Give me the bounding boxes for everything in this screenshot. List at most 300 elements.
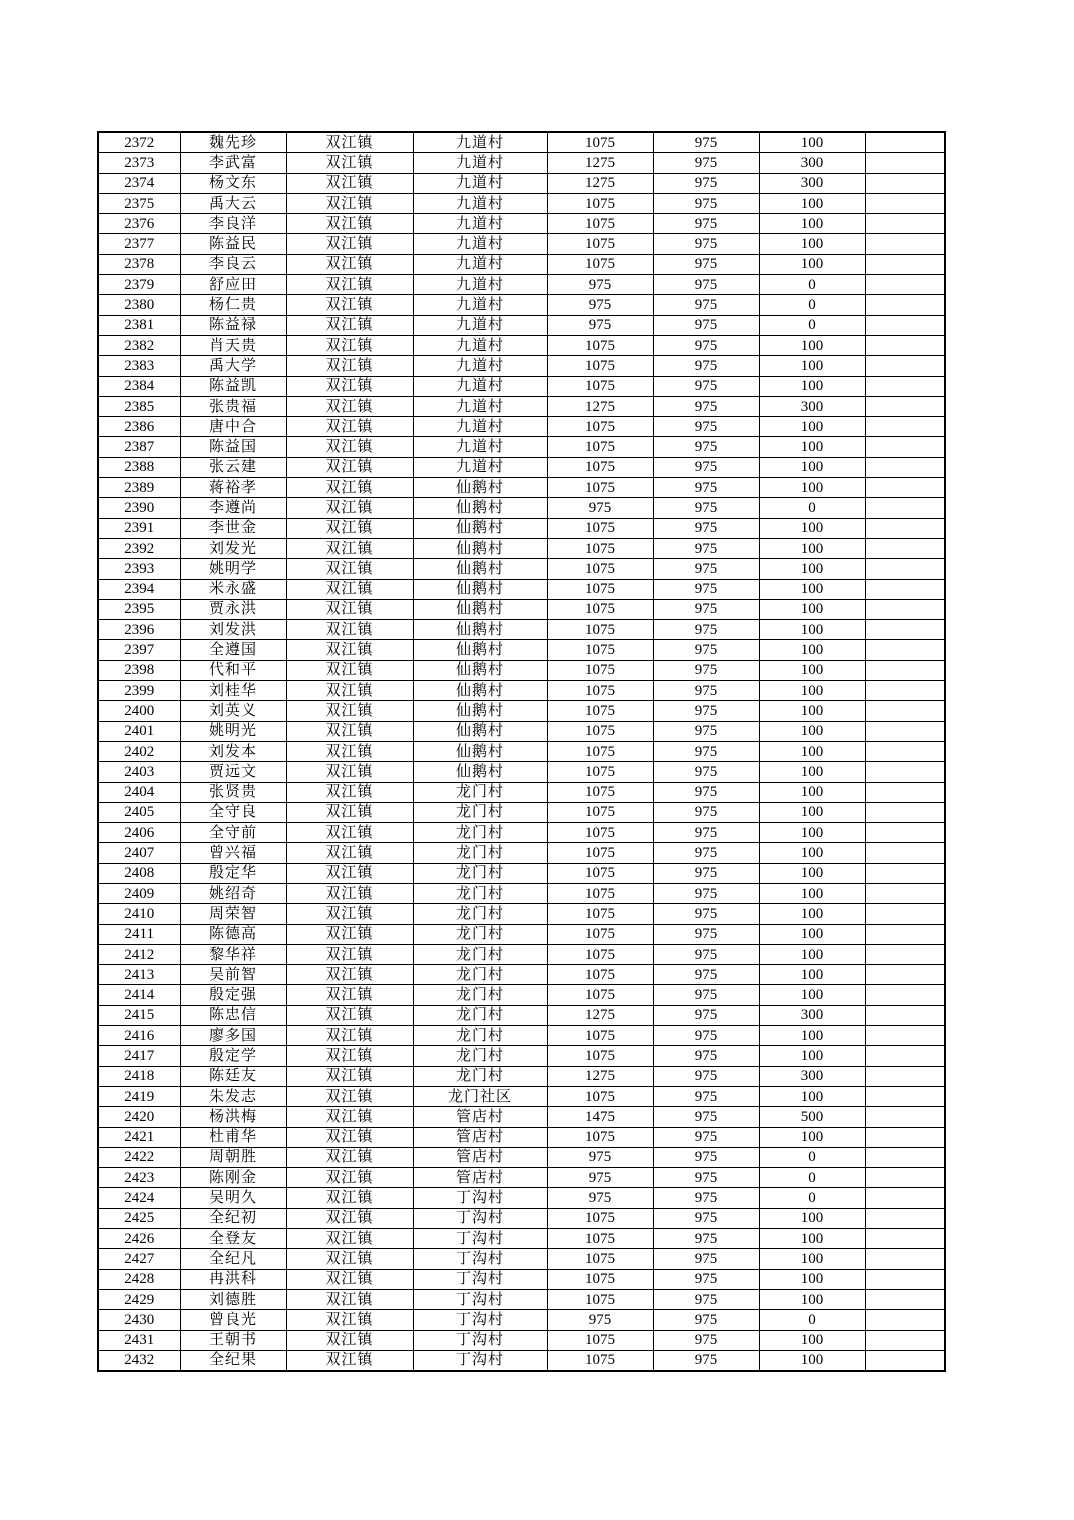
cell-village: 丁沟村 [413,1330,547,1350]
cell-amount-base: 975 [653,254,759,274]
cell-amount-total: 1275 [547,173,653,193]
table-row [98,1066,945,1086]
cell-amount-total: 1075 [547,944,653,964]
cell-note [865,1330,945,1350]
cell-amount-total: 1075 [547,1350,653,1371]
table-row [98,1147,945,1167]
cell-amount-diff: 100 [759,599,865,619]
cell-amount-diff: 100 [759,132,865,153]
cell-name: 杨文东 [180,173,286,193]
table-row [98,498,945,518]
table-row [98,944,945,964]
table-row [98,620,945,640]
cell-village: 丁沟村 [413,1208,547,1228]
table-row [98,254,945,274]
table-row [98,559,945,579]
cell-amount-base: 975 [653,335,759,355]
table-row [98,1026,945,1046]
cell-amount-total: 1275 [547,1005,653,1025]
cell-amount-base: 975 [653,498,759,518]
cell-index: 2387 [98,437,180,457]
table-row [98,1188,945,1208]
cell-village: 仙鹅村 [413,701,547,721]
cell-amount-base: 975 [653,1107,759,1127]
table-row [98,965,945,985]
cell-amount-diff: 100 [759,518,865,538]
cell-amount-base: 975 [653,315,759,335]
cell-amount-base: 975 [653,985,759,1005]
cell-amount-base: 975 [653,620,759,640]
cell-name: 张云建 [180,457,286,477]
cell-amount-base: 975 [653,660,759,680]
cell-village: 龙门村 [413,1046,547,1066]
table-row [98,376,945,396]
cell-amount-total: 1075 [547,782,653,802]
cell-amount-base: 975 [653,1147,759,1167]
cell-name: 李良云 [180,254,286,274]
cell-village: 九道村 [413,173,547,193]
cell-index: 2386 [98,417,180,437]
table-row [98,538,945,558]
cell-amount-diff: 100 [759,1086,865,1106]
cell-amount-diff: 100 [759,640,865,660]
cell-village: 九道村 [413,396,547,416]
cell-town: 双江镇 [286,132,413,153]
cell-amount-total: 1075 [547,620,653,640]
cell-village: 龙门村 [413,944,547,964]
cell-village: 仙鹅村 [413,599,547,619]
cell-town: 双江镇 [286,1229,413,1249]
cell-amount-total: 1075 [547,721,653,741]
cell-note [865,924,945,944]
cell-amount-diff: 100 [759,538,865,558]
cell-amount-diff: 100 [759,681,865,701]
cell-name: 贾永洪 [180,599,286,619]
cell-name: 陈益国 [180,437,286,457]
cell-village: 九道村 [413,376,547,396]
cell-index: 2389 [98,478,180,498]
cell-town: 双江镇 [286,802,413,822]
table-row [98,132,945,153]
cell-town: 双江镇 [286,965,413,985]
cell-note [865,883,945,903]
cell-name: 吴前智 [180,965,286,985]
cell-amount-total: 1075 [547,1289,653,1309]
cell-name: 陈益凯 [180,376,286,396]
cell-amount-total: 1075 [547,193,653,213]
cell-town: 双江镇 [286,904,413,924]
cell-amount-diff: 100 [759,782,865,802]
cell-town: 双江镇 [286,924,413,944]
table-row [98,295,945,315]
cell-note [865,904,945,924]
cell-index: 2419 [98,1086,180,1106]
cell-town: 双江镇 [286,234,413,254]
cell-index: 2420 [98,1107,180,1127]
cell-note [865,741,945,761]
cell-name: 陈廷友 [180,1066,286,1086]
cell-amount-diff: 0 [759,295,865,315]
cell-name: 贾远文 [180,762,286,782]
cell-town: 双江镇 [286,518,413,538]
cell-amount-diff: 100 [759,985,865,1005]
cell-note [865,1107,945,1127]
cell-amount-base: 975 [653,802,759,822]
cell-amount-total: 1075 [547,1127,653,1147]
cell-amount-total: 1475 [547,1107,653,1127]
table-row [98,1086,945,1106]
cell-index: 2388 [98,457,180,477]
cell-amount-base: 975 [653,559,759,579]
cell-amount-total: 1075 [547,518,653,538]
table-row [98,1269,945,1289]
cell-name: 陈德高 [180,924,286,944]
cell-amount-diff: 100 [759,1229,865,1249]
cell-name: 全守良 [180,802,286,822]
cell-amount-diff: 100 [759,660,865,680]
cell-index: 2401 [98,721,180,741]
cell-amount-base: 975 [653,741,759,761]
cell-town: 双江镇 [286,498,413,518]
cell-note [865,620,945,640]
cell-index: 2392 [98,538,180,558]
cell-index: 2408 [98,863,180,883]
cell-amount-total: 1075 [547,214,653,234]
cell-amount-base: 975 [653,193,759,213]
cell-village: 九道村 [413,132,547,153]
cell-note [865,1310,945,1330]
cell-name: 全登友 [180,1229,286,1249]
cell-name: 张贤贵 [180,782,286,802]
table-row [98,437,945,457]
cell-town: 双江镇 [286,1310,413,1330]
cell-amount-base: 975 [653,173,759,193]
cell-note [865,640,945,660]
cell-amount-total: 975 [547,1188,653,1208]
cell-note [865,173,945,193]
cell-note [865,1269,945,1289]
cell-amount-base: 975 [653,1086,759,1106]
cell-note [865,153,945,173]
cell-amount-base: 975 [653,863,759,883]
cell-amount-total: 1075 [547,1269,653,1289]
cell-village: 龙门村 [413,1026,547,1046]
cell-village: 丁沟村 [413,1229,547,1249]
cell-amount-diff: 100 [759,701,865,721]
cell-note [865,1086,945,1106]
cell-amount-total: 1075 [547,762,653,782]
cell-note [865,1147,945,1167]
cell-town: 双江镇 [286,944,413,964]
cell-amount-diff: 100 [759,376,865,396]
cell-index: 2405 [98,802,180,822]
cell-amount-total: 1075 [547,234,653,254]
cell-amount-base: 975 [653,1249,759,1269]
cell-town: 双江镇 [286,437,413,457]
cell-village: 仙鹅村 [413,620,547,640]
cell-amount-total: 1075 [547,1229,653,1249]
cell-index: 2428 [98,1269,180,1289]
cell-note [865,660,945,680]
cell-amount-total: 1075 [547,1026,653,1046]
cell-village: 龙门社区 [413,1086,547,1106]
cell-village: 仙鹅村 [413,762,547,782]
cell-amount-base: 975 [653,538,759,558]
cell-amount-base: 975 [653,599,759,619]
table-row [98,193,945,213]
cell-index: 2375 [98,193,180,213]
cell-amount-base: 975 [653,376,759,396]
cell-index: 2376 [98,214,180,234]
cell-note [865,1188,945,1208]
cell-amount-total: 1075 [547,640,653,660]
cell-amount-base: 975 [653,762,759,782]
cell-village: 仙鹅村 [413,579,547,599]
table-row [98,173,945,193]
cell-amount-diff: 100 [759,193,865,213]
table-row [98,1005,945,1025]
cell-village: 龙门村 [413,904,547,924]
table-row [98,1289,945,1309]
cell-note [865,802,945,822]
cell-village: 龙门村 [413,823,547,843]
cell-village: 仙鹅村 [413,640,547,660]
cell-name: 吴明久 [180,1188,286,1208]
cell-amount-diff: 100 [759,924,865,944]
cell-town: 双江镇 [286,660,413,680]
cell-amount-base: 975 [653,1046,759,1066]
cell-amount-diff: 100 [759,721,865,741]
cell-amount-base: 975 [653,681,759,701]
cell-note [865,701,945,721]
table-row [98,518,945,538]
cell-town: 双江镇 [286,1086,413,1106]
cell-town: 双江镇 [286,1330,413,1350]
cell-town: 双江镇 [286,640,413,660]
cell-amount-base: 975 [653,132,759,153]
table-row [98,1330,945,1350]
cell-town: 双江镇 [286,478,413,498]
cell-village: 九道村 [413,437,547,457]
cell-town: 双江镇 [286,1350,413,1371]
cell-amount-base: 975 [653,1269,759,1289]
cell-index: 2407 [98,843,180,863]
cell-index: 2397 [98,640,180,660]
cell-amount-diff: 100 [759,579,865,599]
cell-note [865,538,945,558]
cell-name: 杨仁贵 [180,295,286,315]
cell-note [865,559,945,579]
cell-index: 2417 [98,1046,180,1066]
cell-amount-base: 975 [653,234,759,254]
cell-index: 2411 [98,924,180,944]
cell-name: 殷定学 [180,1046,286,1066]
cell-note [865,1066,945,1086]
cell-village: 丁沟村 [413,1269,547,1289]
table-row [98,1208,945,1228]
cell-index: 2426 [98,1229,180,1249]
table-row [98,660,945,680]
cell-amount-total: 1075 [547,985,653,1005]
cell-amount-base: 975 [653,153,759,173]
cell-town: 双江镇 [286,599,413,619]
cell-village: 九道村 [413,356,547,376]
cell-amount-diff: 100 [759,1208,865,1228]
cell-index: 2432 [98,1350,180,1371]
cell-amount-total: 1075 [547,132,653,153]
cell-amount-diff: 100 [759,1127,865,1147]
cell-amount-diff: 100 [759,965,865,985]
cell-village: 龙门村 [413,782,547,802]
cell-note [865,315,945,335]
cell-index: 2421 [98,1127,180,1147]
cell-amount-total: 1275 [547,153,653,173]
cell-amount-diff: 100 [759,823,865,843]
cell-name: 廖多国 [180,1026,286,1046]
cell-amount-diff: 300 [759,153,865,173]
cell-index: 2395 [98,599,180,619]
cell-amount-total: 1075 [547,1249,653,1269]
cell-village: 丁沟村 [413,1350,547,1371]
cell-amount-total: 1075 [547,559,653,579]
cell-note [865,498,945,518]
cell-name: 李世金 [180,518,286,538]
cell-amount-base: 975 [653,1208,759,1228]
table-row [98,214,945,234]
cell-town: 双江镇 [286,193,413,213]
cell-note [865,518,945,538]
cell-village: 龙门村 [413,863,547,883]
cell-amount-diff: 100 [759,214,865,234]
cell-name: 舒应田 [180,275,286,295]
cell-amount-total: 975 [547,315,653,335]
cell-name: 曾良光 [180,1310,286,1330]
cell-village: 九道村 [413,214,547,234]
cell-amount-diff: 100 [759,620,865,640]
cell-note [865,356,945,376]
cell-village: 仙鹅村 [413,741,547,761]
cell-village: 龙门村 [413,802,547,822]
cell-town: 双江镇 [286,1188,413,1208]
cell-amount-diff: 0 [759,1188,865,1208]
cell-village: 九道村 [413,417,547,437]
cell-note [865,1249,945,1269]
cell-amount-diff: 100 [759,478,865,498]
cell-name: 全遵国 [180,640,286,660]
cell-town: 双江镇 [286,356,413,376]
cell-amount-base: 975 [653,701,759,721]
cell-index: 2425 [98,1208,180,1228]
cell-amount-diff: 100 [759,417,865,437]
table-row [98,843,945,863]
cell-town: 双江镇 [286,538,413,558]
cell-index: 2415 [98,1005,180,1025]
cell-amount-diff: 0 [759,1147,865,1167]
cell-town: 双江镇 [286,721,413,741]
cell-amount-base: 975 [653,843,759,863]
cell-amount-total: 1075 [547,883,653,903]
cell-index: 2422 [98,1147,180,1167]
cell-town: 双江镇 [286,863,413,883]
cell-index: 2412 [98,944,180,964]
cell-name: 魏先珍 [180,132,286,153]
cell-name: 朱发志 [180,1086,286,1106]
cell-note [865,843,945,863]
cell-index: 2416 [98,1026,180,1046]
cell-amount-base: 975 [653,1127,759,1147]
cell-note [865,275,945,295]
cell-index: 2413 [98,965,180,985]
cell-town: 双江镇 [286,1208,413,1228]
cell-amount-diff: 100 [759,254,865,274]
cell-index: 2380 [98,295,180,315]
cell-town: 双江镇 [286,376,413,396]
cell-town: 双江镇 [286,173,413,193]
cell-village: 九道村 [413,457,547,477]
cell-village: 九道村 [413,193,547,213]
cell-amount-base: 975 [653,579,759,599]
cell-amount-diff: 0 [759,1310,865,1330]
cell-amount-total: 1075 [547,843,653,863]
cell-town: 双江镇 [286,1046,413,1066]
cell-amount-diff: 100 [759,1289,865,1309]
cell-name: 黎华祥 [180,944,286,964]
cell-amount-base: 975 [653,924,759,944]
cell-village: 九道村 [413,254,547,274]
table-row [98,701,945,721]
cell-town: 双江镇 [286,1026,413,1046]
cell-amount-diff: 100 [759,904,865,924]
cell-name: 刘发本 [180,741,286,761]
table-row [98,457,945,477]
cell-index: 2374 [98,173,180,193]
cell-note [865,1005,945,1025]
cell-amount-base: 975 [653,1350,759,1371]
cell-note [865,478,945,498]
cell-amount-total: 975 [547,498,653,518]
cell-town: 双江镇 [286,883,413,903]
cell-name: 肖天贵 [180,335,286,355]
cell-amount-total: 1075 [547,579,653,599]
cell-note [865,1026,945,1046]
cell-village: 仙鹅村 [413,681,547,701]
cell-index: 2431 [98,1330,180,1350]
cell-name: 张贵福 [180,396,286,416]
cell-index: 2383 [98,356,180,376]
cell-amount-diff: 300 [759,1005,865,1025]
cell-note [865,965,945,985]
cell-town: 双江镇 [286,1269,413,1289]
cell-amount-diff: 0 [759,498,865,518]
cell-amount-total: 1075 [547,1208,653,1228]
cell-town: 双江镇 [286,741,413,761]
cell-town: 双江镇 [286,1005,413,1025]
cell-amount-total: 975 [547,1310,653,1330]
cell-amount-diff: 0 [759,275,865,295]
cell-amount-diff: 100 [759,1350,865,1371]
cell-index: 2373 [98,153,180,173]
cell-amount-diff: 100 [759,335,865,355]
cell-town: 双江镇 [286,1289,413,1309]
table-row [98,741,945,761]
cell-amount-total: 1075 [547,457,653,477]
cell-amount-diff: 300 [759,396,865,416]
cell-village: 仙鹅村 [413,660,547,680]
table-row [98,1127,945,1147]
cell-name: 刘桂华 [180,681,286,701]
cell-amount-total: 1075 [547,437,653,457]
cell-name: 全纪凡 [180,1249,286,1269]
